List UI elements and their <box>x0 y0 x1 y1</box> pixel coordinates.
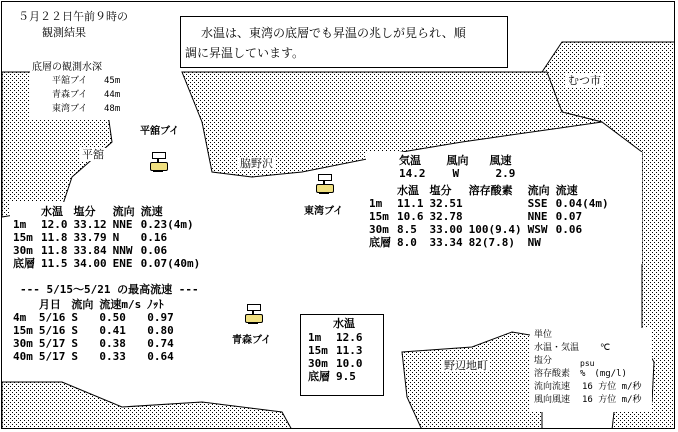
table-cell: 15m <box>308 344 328 357</box>
table-cell: 11.8 <box>41 231 68 244</box>
table-cell: S <box>71 324 78 337</box>
aomori-data-table <box>305 331 366 383</box>
units-unit-2: psu <box>580 359 595 368</box>
table-cell: 32.51 <box>429 197 463 210</box>
table-cell: NNE <box>527 210 548 223</box>
table-cell: WSW <box>527 223 548 236</box>
table-cell: ENE <box>112 257 133 270</box>
table-cell: 10.0 <box>336 357 363 370</box>
title-line-2: 観測結果 <box>42 26 86 39</box>
header-cell: 流速m/s <box>99 298 142 311</box>
max-flow-table <box>10 298 177 363</box>
table-cell: 0.41 <box>99 324 126 337</box>
table-row <box>10 257 203 270</box>
depth-legend-name-2: 青森ブイ <box>52 90 88 100</box>
table-cell: 32.78 <box>429 210 463 223</box>
table-cell: 8.5 <box>397 223 417 236</box>
table-cell: 5/17 <box>38 337 66 350</box>
units-unit-1: ℃ <box>600 343 611 353</box>
header-cell: 水温 <box>397 184 419 197</box>
table-cell: 0.64 <box>147 350 174 363</box>
units-label-5: 風向風速 <box>534 395 571 405</box>
table-cell: 9.5 <box>336 370 356 383</box>
units-label-1: 水温・気温 <box>534 343 580 353</box>
table-row <box>305 357 366 370</box>
table-cell: 82(7.8) <box>468 236 515 249</box>
table-cell: 30m <box>13 337 33 350</box>
table-cell: 34.00 <box>73 257 107 270</box>
touwan-data-panel <box>366 152 642 264</box>
table-cell: 1m <box>308 331 322 344</box>
header-cell: 風向 <box>446 154 469 167</box>
touwan-weather-header-row <box>396 154 518 167</box>
tairadate-header-row <box>10 205 203 218</box>
buoy-label-aomori: 青森ブイ <box>232 335 272 346</box>
aomori-data-panel <box>300 314 384 396</box>
header-cell: 風速 <box>489 154 512 167</box>
table-row <box>366 197 612 210</box>
header-cell: 水温 <box>41 205 63 218</box>
table-cell: N <box>112 231 120 244</box>
table-cell: 33.79 <box>73 231 107 244</box>
units-label-2: 塩分 <box>534 356 553 366</box>
table-cell: 0.16 <box>140 231 168 244</box>
place-nohechi: 野辺地町 <box>444 359 488 372</box>
table-row <box>366 210 612 223</box>
table-cell: 0.80 <box>147 324 174 337</box>
table-cell: 33.34 <box>429 236 463 249</box>
table-cell: 0.07(40m) <box>140 257 201 270</box>
title-line-1: ５月２２日午前９時の <box>18 10 128 23</box>
header-cell <box>366 184 394 197</box>
table-cell: 0.50 <box>99 311 126 324</box>
depth-legend-title: 底層の観測水深 <box>32 62 102 73</box>
touwan-header-row <box>366 184 612 197</box>
buoy-label-touwan: 東湾ブイ <box>304 206 344 217</box>
table-cell: 0.23(4m) <box>140 218 194 231</box>
table-cell: 5/16 <box>38 324 66 337</box>
table-cell: 12.6 <box>336 331 363 344</box>
table-row <box>10 231 203 244</box>
table-cell: 33.00 <box>429 223 463 236</box>
table-cell: 11.1 <box>397 197 424 210</box>
table-cell: 30m <box>13 244 33 257</box>
table-cell: 8.0 <box>397 236 417 249</box>
max-flow-header-row <box>10 298 177 311</box>
table-cell: 15m <box>369 210 389 223</box>
touwan-weather-value-row <box>396 167 518 180</box>
table-cell: 0.06 <box>555 223 583 236</box>
depth-legend-depth-2: 44m <box>104 90 121 100</box>
max-flow-panel <box>10 283 230 379</box>
header-cell: ﾉｯﾄ <box>147 298 164 311</box>
notice-box <box>180 16 508 68</box>
notice-line-2: 調に昇温しています。 <box>185 46 305 60</box>
table-cell: 5/16 <box>38 311 66 324</box>
place-wakinosawa: 脇野沢 <box>240 157 273 170</box>
table-cell: 100(9.4) <box>468 223 522 236</box>
depth-legend-name-3: 東湾ブイ <box>52 104 88 114</box>
touwan-data-table <box>366 184 612 249</box>
header-cell: 塩分 <box>429 184 452 197</box>
table-cell: 30m <box>308 357 328 370</box>
header-cell: 気温 <box>399 154 421 167</box>
land-southwest <box>2 382 292 429</box>
table-cell: 11.8 <box>41 244 68 257</box>
table-cell: W <box>452 167 460 180</box>
table-cell: 0.06 <box>140 244 168 257</box>
header-cell: 流速 <box>140 205 163 218</box>
header-cell: 月日 <box>38 298 61 311</box>
depth-legend-depth-1: 45m <box>104 76 121 86</box>
table-cell <box>553 236 612 249</box>
header-cell: 流向 <box>112 205 135 218</box>
land-south <box>402 332 542 429</box>
table-cell: 30m <box>369 223 389 236</box>
aomori-buoy-icon <box>245 304 261 324</box>
aomori-header: 水温 <box>333 317 355 330</box>
table-row <box>305 344 366 357</box>
table-cell: 底層 <box>308 370 330 383</box>
table-row <box>366 223 612 236</box>
header-cell: 溶存酸素 <box>468 184 513 197</box>
table-row <box>10 350 177 363</box>
table-cell: S <box>71 337 78 350</box>
table-cell: 40m <box>13 350 33 363</box>
depth-legend-depth-3: 48m <box>104 104 121 114</box>
table-row <box>10 324 177 337</box>
table-cell: 33.12 <box>73 218 107 231</box>
table-cell: 11.3 <box>336 344 363 357</box>
table-row <box>10 244 203 257</box>
table-cell: NW <box>527 236 541 249</box>
table-cell: 底層 <box>13 257 35 270</box>
tairadate-buoy-icon <box>150 152 166 172</box>
table-cell: 15m <box>13 324 33 337</box>
table-cell: 0.97 <box>147 311 174 324</box>
table-cell: NNW <box>112 244 133 257</box>
table-cell: 1m <box>369 197 383 210</box>
buoy-label-tairadate: 平舘ブイ <box>140 126 180 137</box>
depth-legend <box>30 60 122 120</box>
notice-line-1: 水温は、東湾の底層でも昇温の兆しが見られ、順 <box>201 26 466 40</box>
table-cell: 4m <box>13 311 27 324</box>
place-mutsu: むつ市 <box>568 74 601 87</box>
max-flow-title: --- 5/15～5/21 の最高流速 --- <box>20 283 199 296</box>
table-row <box>10 311 177 324</box>
table-cell: S <box>71 311 78 324</box>
table-cell: 33.84 <box>73 244 107 257</box>
touwan-buoy-icon <box>316 174 332 194</box>
table-row <box>366 236 612 249</box>
table-cell: 10.6 <box>397 210 424 223</box>
depth-legend-name-1: 平舘ブイ <box>52 76 88 86</box>
table-cell: 15m <box>13 231 33 244</box>
header-cell: 流向 <box>527 184 550 197</box>
table-cell: 0.07 <box>555 210 583 223</box>
tairadate-data-panel <box>10 202 238 284</box>
tairadate-data-table <box>10 205 203 270</box>
units-title: 単位 <box>534 330 553 340</box>
header-cell: 塩分 <box>73 205 96 218</box>
header-cell <box>10 205 38 218</box>
table-row <box>10 218 203 231</box>
bay-map-frame <box>1 1 675 429</box>
table-cell: 0.04(4m) <box>555 197 609 210</box>
table-cell: NNE <box>112 218 133 231</box>
table-cell: 0.38 <box>99 337 126 350</box>
place-tairadate: 平舘 <box>82 148 104 161</box>
touwan-weather-table <box>396 154 518 180</box>
table-cell: 14.2 <box>399 167 426 180</box>
header-cell: 流速 <box>555 184 578 197</box>
table-cell: 5/17 <box>38 350 66 363</box>
units-unit-4: 16 方位 m/秒 <box>582 382 642 392</box>
table-cell: 12.0 <box>41 218 68 231</box>
units-legend <box>530 328 652 412</box>
table-cell: 1m <box>13 218 27 231</box>
units-label-3: 溶存酸素 <box>534 369 571 379</box>
table-cell: 11.5 <box>41 257 68 270</box>
table-cell: SSE <box>527 197 548 210</box>
units-label-4: 流向流速 <box>534 382 571 392</box>
units-unit-5: 16 方位 m/秒 <box>582 395 642 405</box>
header-cell: 流向 <box>71 298 94 311</box>
table-cell: 底層 <box>369 236 391 249</box>
table-cell: 2.9 <box>495 167 516 180</box>
table-cell <box>466 197 525 210</box>
table-cell: S <box>71 350 78 363</box>
table-row <box>305 370 366 383</box>
units-unit-3: % (mg/l) <box>580 369 627 379</box>
table-row <box>10 337 177 350</box>
table-cell <box>466 210 525 223</box>
table-row <box>305 331 366 344</box>
table-cell: 0.74 <box>147 337 174 350</box>
table-cell: 0.33 <box>99 350 126 363</box>
header-cell <box>10 298 36 311</box>
